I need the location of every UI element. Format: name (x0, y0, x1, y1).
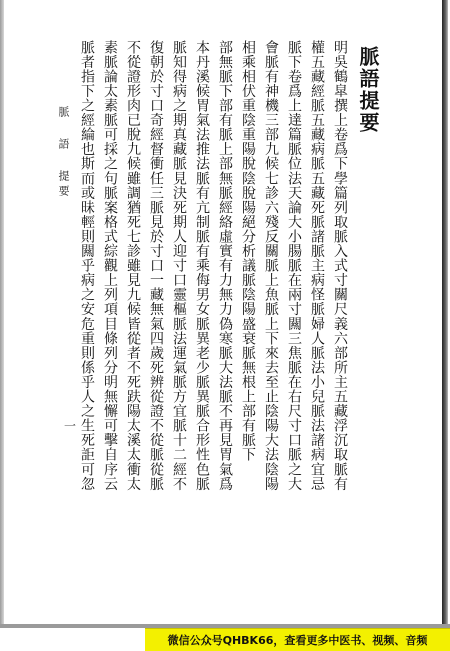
text-column-6: 部無脈下部有脈上部無脈經絡虛實有力無力偽寒脈大法脈不再見胃氣爲 (217, 40, 233, 492)
page-number: 一 (64, 419, 77, 433)
text-column-12: 脈者指下之經綸也斯而或昧輕則闗乎病之安危重則係乎人之生死詎可忽 (79, 40, 95, 492)
page-title: 脈語提要 (356, 46, 380, 134)
text-column-8: 脈知得病之期真藏脈見決死期人迎寸口靈樞脈法運氣脈方宜脈十二經不 (171, 40, 187, 492)
text-column-5: 相乘相伏重陰重陽脫陰脫陽絕分析議脈陰陽盛衰脈無根上部有脈下 (240, 40, 256, 462)
text-column-4: 會脈有神機三部九候七診六殘反關脈上魚脈上下來去至止陰陽大法陰陽 (263, 40, 279, 492)
text-column-10: 不從證形肉已脫九候雖調猶死七診雖見九候皆從者不死趺陽太溪太衝太 (125, 40, 141, 492)
text-column-11: 素脈論太素脈可採之句脈案格式綜觀上列項目條列分明無懈可擊自序云 (102, 40, 118, 492)
margin-label: 脈 語 提要 (57, 106, 70, 200)
text-column-1: 明吳鶴皐撰上卷爲下學篇列取脈入式寸關尺義六部所主五藏浮沉取脈有 (332, 40, 348, 492)
footer-banner (145, 628, 450, 651)
text-column-2: 權五藏經脈五藏病脈五藏死脈諸脈主病怪脈婦人脈法小兒脈法諸病宜忌 (309, 40, 325, 492)
page-left-edge (0, 0, 4, 628)
text-column-7: 本丹溪候胃氣法推法脈有亢制脈有乘侮男女脈異老少脈異脈合形性色脈 (194, 40, 210, 492)
footer-text: 微信公众号QHBK66，查看更多中医书、视频、音频 (167, 634, 428, 647)
text-column-9: 復朝於寸口奇經督衝任三脈見於寸口一藏無氣四歲死辨從證不從脈從脈 (148, 40, 164, 492)
text-column-3: 脈下卷爲上達篇脈位法天論大小腸脈在兩寸闗三焦脈在右尺寸口脈之大 (286, 40, 302, 492)
document-page (6, 0, 442, 624)
page-right-edge (442, 0, 448, 628)
